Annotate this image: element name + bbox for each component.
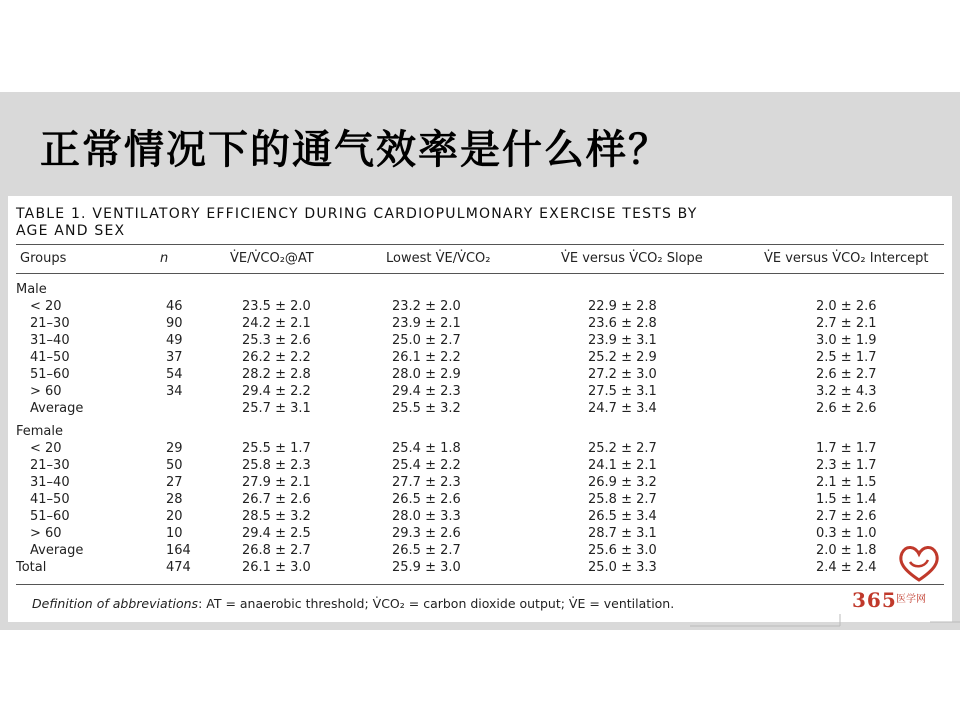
footnote-label: Definition of abbreviations [32, 596, 199, 611]
table-cell: 29.3 ± 2.6 [392, 526, 461, 541]
table-bottom-rule [16, 584, 944, 585]
table-cell: 1.5 ± 1.4 [816, 492, 877, 507]
table-cell: 50 [166, 458, 183, 473]
header-groups: Groups [20, 251, 67, 266]
table-footnote [32, 596, 674, 611]
table-cell: 51–60 [30, 367, 70, 382]
table-cell: 51–60 [30, 509, 70, 524]
heart-logo-icon [896, 540, 942, 586]
table-cell: 26.9 ± 3.2 [588, 475, 657, 490]
group-female-label: Female [16, 424, 64, 439]
header-intercept: V̇E versus V̇CO₂ Intercept [764, 251, 929, 266]
footnote-text: : AT = anaerobic threshold; V̇CO₂ = carbon dioxide output; V̇E = ventilation. [198, 596, 675, 611]
table-cell: 28.5 ± 3.2 [242, 509, 311, 524]
group-male-label: Male [16, 282, 47, 297]
table-cell: 27.2 ± 3.0 [588, 367, 657, 382]
logo-text: 365 [852, 588, 897, 612]
table-cell: 41–50 [30, 350, 70, 365]
table-cell: 29.4 ± 2.5 [242, 526, 311, 541]
table-cell: 20 [166, 509, 183, 524]
table-cell: 25.6 ± 3.0 [588, 543, 657, 558]
table-cell: Average [30, 401, 84, 416]
table-caption-line1: TABLE 1. VENTILATORY EFFICIENCY DURING CARDIOPULMONARY EXERCISE TESTS BY [16, 206, 698, 222]
decorative-lines [690, 612, 960, 632]
table-cell: 29.4 ± 2.2 [242, 384, 311, 399]
table-cell: 23.6 ± 2.8 [588, 316, 657, 331]
table-cell: 3.0 ± 1.9 [816, 333, 877, 348]
table-cell: 26.8 ± 2.7 [242, 543, 311, 558]
table-cell: 27.5 ± 3.1 [588, 384, 657, 399]
table-cell: 2.7 ± 2.6 [816, 509, 877, 524]
table-cell: 31–40 [30, 475, 70, 490]
table-cell: < 20 [30, 299, 62, 314]
table-cell: 25.4 ± 1.8 [392, 441, 461, 456]
table-cell-total: 25.0 ± 3.3 [588, 560, 657, 575]
table-cell: 28.0 ± 3.3 [392, 509, 461, 524]
table-cell: 37 [166, 350, 183, 365]
table-cell-total: 474 [166, 560, 191, 575]
table-cell: 90 [166, 316, 183, 331]
table-cell: 28.0 ± 2.9 [392, 367, 461, 382]
table-cell: 28.2 ± 2.8 [242, 367, 311, 382]
table-cell: 25.8 ± 2.3 [242, 458, 311, 473]
table-cell: > 60 [30, 526, 62, 541]
table-cell-total: 2.4 ± 2.4 [816, 560, 877, 575]
table-cell: 23.2 ± 2.0 [392, 299, 461, 314]
header-ve-vco2-at: V̇E/V̇CO₂@AT [230, 251, 314, 266]
table-cell: Average [30, 543, 84, 558]
table-caption [16, 206, 836, 240]
table-cell: 2.0 ± 1.8 [816, 543, 877, 558]
slide-title: 正常情况下的通气效率是什么样？ [40, 127, 670, 173]
table-cell: 26.5 ± 3.4 [588, 509, 657, 524]
table-cell: 2.3 ± 1.7 [816, 458, 877, 473]
table-cell: 34 [166, 384, 183, 399]
table-cell: 164 [166, 543, 191, 558]
header-n: n [160, 251, 169, 266]
table-caption-line2: AGE AND SEX [16, 223, 126, 239]
table-cell: 10 [166, 526, 183, 541]
table-cell: 2.1 ± 1.5 [816, 475, 877, 490]
table-cell: 26.5 ± 2.6 [392, 492, 461, 507]
table-cell-total: Total [16, 560, 47, 575]
table-cell: 41–50 [30, 492, 70, 507]
table-cell: 23.9 ± 3.1 [588, 333, 657, 348]
table-cell: 21–30 [30, 458, 70, 473]
table-cell: 2.6 ± 2.6 [816, 401, 877, 416]
table-cell: 24.1 ± 2.1 [588, 458, 657, 473]
table-cell: 1.7 ± 1.7 [816, 441, 877, 456]
table-cell: 29.4 ± 2.3 [392, 384, 461, 399]
logo-subtext: 医学网 [896, 594, 926, 605]
table-cell-total: 26.1 ± 3.0 [242, 560, 311, 575]
table-cell: 26.7 ± 2.6 [242, 492, 311, 507]
table-cell: 25.7 ± 3.1 [242, 401, 311, 416]
table-cell: 29 [166, 441, 183, 456]
table-cell: 25.0 ± 2.7 [392, 333, 461, 348]
table-cell: 24.7 ± 3.4 [588, 401, 657, 416]
table-cell: 25.8 ± 2.7 [588, 492, 657, 507]
table-cell: 24.2 ± 2.1 [242, 316, 311, 331]
table-cell: > 60 [30, 384, 62, 399]
table-cell: 27 [166, 475, 183, 490]
table-cell: 22.9 ± 2.8 [588, 299, 657, 314]
table-cell-total: 25.9 ± 3.0 [392, 560, 461, 575]
table-cell: 28.7 ± 3.1 [588, 526, 657, 541]
table-cell: 27.9 ± 2.1 [242, 475, 311, 490]
table-cell: 0.3 ± 1.0 [816, 526, 877, 541]
table-cell: 26.5 ± 2.7 [392, 543, 461, 558]
table-cell: 27.7 ± 2.3 [392, 475, 461, 490]
header-lowest-ve-vco2: Lowest V̇E/V̇CO₂ [386, 251, 491, 266]
table-cell: 2.7 ± 2.1 [816, 316, 877, 331]
table-cell: 28 [166, 492, 183, 507]
table-cell: 21–30 [30, 316, 70, 331]
table-cell: 46 [166, 299, 183, 314]
table-cell: 25.3 ± 2.6 [242, 333, 311, 348]
table-cell: 2.5 ± 1.7 [816, 350, 877, 365]
table-cell: 26.2 ± 2.2 [242, 350, 311, 365]
table-cell: 26.1 ± 2.2 [392, 350, 461, 365]
table-cell: < 20 [30, 441, 62, 456]
table-cell: 25.4 ± 2.2 [392, 458, 461, 473]
table-cell: 25.5 ± 1.7 [242, 441, 311, 456]
table-cell: 54 [166, 367, 183, 382]
table-cell: 2.6 ± 2.7 [816, 367, 877, 382]
watermark-logo [852, 536, 944, 616]
table-cell: 25.5 ± 3.2 [392, 401, 461, 416]
table-cell: 49 [166, 333, 183, 348]
table-header-rule [16, 273, 944, 274]
table-cell: 23.5 ± 2.0 [242, 299, 311, 314]
table-cell: 25.2 ± 2.7 [588, 441, 657, 456]
table-cell: 23.9 ± 2.1 [392, 316, 461, 331]
table-cell: 3.2 ± 4.3 [816, 384, 877, 399]
table-panel [8, 196, 952, 622]
table-cell: 2.0 ± 2.6 [816, 299, 877, 314]
table-cell: 25.2 ± 2.9 [588, 350, 657, 365]
table-top-rule [16, 244, 944, 245]
table-cell: 31–40 [30, 333, 70, 348]
header-slope: V̇E versus V̇CO₂ Slope [561, 251, 703, 266]
